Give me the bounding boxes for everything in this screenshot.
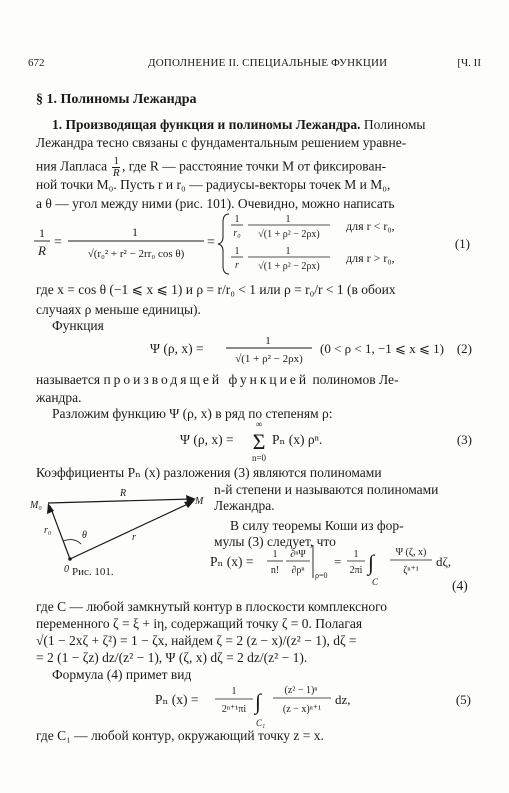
svg-text:=: = [54, 235, 62, 250]
eq5-f2-den: (z − x)ⁿ⁺¹ [282, 704, 322, 715]
eq2-number: (2) [456, 341, 472, 356]
after2-l1a: называется [36, 372, 101, 387]
chapter-marker: [Ч. II [457, 57, 481, 69]
after2-line3: Разложим функцию Ψ (ρ, x) в ряд по степеням ρ: [52, 406, 333, 421]
running-title: ДОПОЛНЕНИЕ II. СПЕЦИАЛЬНЫЕ ФУНКЦИИ [148, 57, 388, 69]
para1-text: Полиномы [360, 117, 426, 132]
eq4-f3-num: 1 [353, 549, 359, 560]
eq1-mid-den: √(r₀² + r² − 2rr₀ cos θ) [87, 248, 185, 260]
after4-line2: переменного ζ = ξ + iη, содержащий точку ζ = 0. Полагая [36, 616, 363, 631]
after3-line5: мулы (3) следует, что [214, 534, 336, 549]
sum-sign: Σ [252, 429, 266, 454]
eq4-f4-den: ζⁿ⁺¹ [403, 565, 419, 576]
fig-label-M: M [195, 496, 204, 507]
eq2-den: √(1 + ρ² − 2ρx) [235, 353, 303, 365]
eq5-contour: C₁ [256, 718, 266, 728]
eq5-lhs: Pₙ (x) = [155, 692, 199, 707]
eq1-case1-rnum: 1 [285, 214, 291, 225]
after3-line3: Лежандра. [214, 498, 275, 513]
eq1-case2-rden: √(1 + ρ² − 2ρx) [258, 261, 320, 272]
eq2-lhs: Ψ (ρ, x) = [150, 341, 204, 356]
eq5-f1-den: 2ⁿ⁺¹πi [221, 704, 247, 715]
eq1-lhs-den: R [38, 243, 46, 258]
equation-2 [150, 332, 475, 368]
arrow-head-r [184, 500, 195, 508]
eq2-num: 1 [265, 335, 271, 347]
eq4-f3-den: 2πi [349, 565, 363, 576]
equation-3 [180, 418, 475, 466]
integral-sign-2: ∫ [255, 689, 262, 714]
figure-caption: Рис. 101. [72, 566, 114, 578]
after1-line2: случаях ρ меньше единицы). [36, 302, 201, 317]
eq1-mid-num: 1 [132, 225, 138, 239]
after3-line4: В силу теоремы Коши из фор- [230, 518, 404, 533]
equation-4 [210, 540, 480, 600]
eq3-sum-bot: n=0 [251, 453, 267, 463]
eq4-eval: ρ=0 [315, 571, 328, 580]
fig-label-theta: θ [82, 530, 87, 541]
fig-label-r0: r₀ [44, 525, 52, 536]
after1-line1: где x = cos θ (−1 ⩽ x ⩽ 1) и ρ = r/r₀ < 1 или ρ = r₀/r < 1 (в обоих [36, 282, 396, 297]
para1-line4: ной точки M₀. Пусть r и r₀ — радиусы-векторы точек M и M₀, [36, 177, 391, 192]
eq4-number: (4) [452, 578, 468, 593]
eq5-number: (5) [455, 692, 471, 707]
after4-line5: Формула (4) примет вид [52, 667, 192, 682]
eq1-case1-num: 1 [234, 214, 240, 225]
after1-line3: Функция [52, 318, 104, 333]
eq3-lhs: Ψ (ρ, x) = [180, 432, 234, 447]
equation-1 [30, 210, 482, 278]
eq3-number: (3) [456, 432, 472, 447]
eq4-f2-num: ∂ⁿΨ [290, 549, 306, 560]
eq4-tail: dζ, [436, 554, 452, 569]
eq1-case2-cond: для r > r₀, [346, 251, 395, 265]
eq4-contour: C [372, 577, 379, 587]
para1-line5: а θ — угол между ними (рис. 101). Очевидно, можно написать [36, 196, 395, 211]
eq1-case2-num: 1 [234, 246, 240, 257]
para1-line2: Лежандра тесно связаны с фундаментальным решением уравне- [36, 135, 407, 150]
fig-label-O: 0 [64, 564, 69, 575]
after4-line1: где C — любой замкнутый контур в плоскости комплексного [36, 599, 388, 614]
para1-line3-a: ния Лапласа [36, 158, 108, 174]
eq4-f1-den: n! [270, 565, 280, 576]
eq5-tail: dz, [335, 692, 351, 707]
after3-line1: Коэффициенты Pₙ (x) разложения (3) являются полиномами [36, 465, 382, 480]
para1-heading: 1. Производящая функция и полиномы Лежандра. [52, 117, 361, 132]
after4-line4: = 2 (1 − ζz) dz/(z² − 1), Ψ (ζ, x) dζ = 2 dz/(z² − 1). [36, 650, 308, 665]
fig-label-r: r [132, 532, 136, 543]
after2-l1b: производящей функцией [103, 372, 310, 387]
eq1-case1-cond: для r < r₀, [346, 219, 395, 233]
after2-line1 [36, 372, 399, 388]
eq1-number: (1) [454, 236, 470, 251]
integral-sign: ∫ [368, 550, 375, 575]
para1-line1 [52, 117, 426, 133]
svg-text:=: = [334, 554, 342, 569]
last-line: где C₁ — любой контур, окружающий точку z = x. [36, 728, 324, 743]
after2-l1c: полиномов Ле- [312, 372, 399, 387]
eq4-f2-den: ∂ρⁿ [291, 565, 305, 576]
section-title: § 1. Полиномы Лежандра [36, 92, 197, 107]
laplace-fraction: $\frac{1}{R}$ [112, 155, 120, 179]
running-header [28, 57, 481, 73]
eq1-case1-den: r₀ [233, 228, 241, 239]
eq4-f4-num: Ψ (ζ, x) [395, 547, 427, 558]
eq1-case2-den: r [235, 260, 239, 271]
page-number: 672 [28, 57, 45, 69]
eq1-lhs-num: 1 [39, 226, 45, 240]
para1-line3 [36, 156, 386, 179]
fig-label-M0: M₀ [30, 500, 42, 511]
eq5-f2-num: (z² − 1)ⁿ [284, 685, 318, 696]
eq3-sum-top: ∞ [255, 419, 263, 429]
after3-line2: n-й степени и называются полиномами [214, 482, 439, 497]
svg-text:=: = [207, 235, 215, 250]
eq1-case1-rden: √(1 + ρ² − 2ρx) [258, 229, 320, 240]
after2-line2: жандра. [36, 390, 82, 405]
eq4-lhs: Pₙ (x) = [210, 554, 254, 569]
eq3-rhs: Pₙ (x) ρⁿ. [272, 432, 323, 447]
para1-line3-b: , где R — расстояние точки M от фиксирован- [121, 158, 387, 174]
eq1-case2-rnum: 1 [285, 246, 291, 257]
after4-line3: √(1 − 2xζ + ζ²) = 1 − ζx, найдем ζ = 2 (z − x)/(z² − 1), dζ = [36, 633, 357, 648]
figure-101 [30, 486, 210, 581]
eq2-cond: (0 < ρ < 1, −1 ⩽ x ⩽ 1) [320, 341, 444, 356]
angle-arc [63, 540, 81, 544]
eq4-f1-num: 1 [272, 549, 278, 560]
fig-label-R: R [120, 488, 127, 499]
eq5-f1-num: 1 [231, 686, 237, 697]
